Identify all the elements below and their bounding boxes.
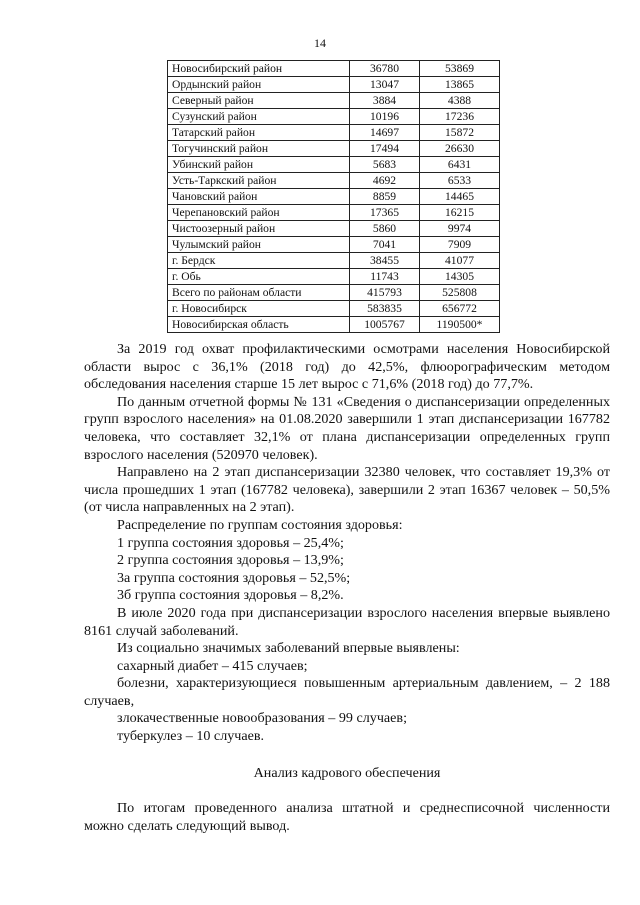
table-cell-district: Ордынский район [168,77,350,93]
list-item-group-1: 1 группа состояния здоровья – 25,4%; [117,534,344,551]
table-cell-value-2: 15872 [420,125,500,141]
table-cell-district: Новосибирская область [168,317,350,333]
table-cell-district: г. Обь [168,269,350,285]
table-cell-value-2: 6431 [420,157,500,173]
paragraph-conclusion: По итогам проведенного анализа штатной и среднесписочной численности можно сделать следующий вывод. [84,800,610,834]
table-row [168,301,500,317]
table-row [168,189,500,205]
table-cell-district: Тогучинский район [168,141,350,157]
table-cell-district: Татарский район [168,125,350,141]
table-cell-value-2: 13865 [420,77,500,93]
table-cell-value-2: 16215 [420,205,500,221]
body-text-bottom [84,800,610,835]
table-cell-district: Чистоозерный район [168,221,350,237]
table-cell-value-1: 11743 [350,269,420,285]
list-item-group-3b: 3б группа состояния здоровья – 8,2%. [117,587,344,604]
list-item-tuberculosis: туберкулез – 10 случаев. [117,728,265,745]
table-cell-value-1: 415793 [350,285,420,301]
table-row [168,61,500,77]
list-item-diabetes: сахарный диабет – 415 случаев; [117,657,308,674]
table-body [168,61,500,333]
table-cell-value-2: 4388 [420,93,500,109]
table-cell-district: Черепановский район [168,205,350,221]
table-cell-value-1: 583835 [350,301,420,317]
table-cell-district: г. Бердск [168,253,350,269]
list-item-group-3a: 3а группа состояния здоровья – 52,5%; [117,569,351,586]
table-row [168,205,500,221]
table-cell-district: Всего по районам области [168,285,350,301]
paragraph-coverage: За 2019 год охват профилактическими осмотрами населения Новосибирской области вырос с 36,1% (2018 год) до 42,5%, флюорографическим методом обследования населения старше 15 лет вырос с 71,6% (2018 год) до 77,7%. [84,341,610,393]
table-cell-value-2: 7909 [420,237,500,253]
list-item-group-2: 2 группа состояния здоровья – 13,9%; [117,552,344,569]
section-heading: Анализ кадрового обеспечения [253,765,441,781]
table-row [168,125,500,141]
table-row [168,141,500,157]
table-cell-value-1: 10196 [350,109,420,125]
table-row [168,253,500,269]
table-cell-value-2: 14465 [420,189,500,205]
table-row [168,157,500,173]
table-row [168,173,500,189]
table-cell-value-2: 17236 [420,109,500,125]
table-cell-district: Северный район [168,93,350,109]
table-cell-district: Чановский район [168,189,350,205]
paragraph-july-2020: В июле 2020 года при диспансеризации взрослого населения впервые выявлено 8161 случай заболеваний. [84,604,610,639]
table-cell-district: Чулымский район [168,237,350,253]
table-cell-value-1: 8859 [350,189,420,205]
table-cell-value-1: 3884 [350,93,420,109]
table-row [168,285,500,301]
table-cell-district: Сузунский район [168,109,350,125]
table-row [168,269,500,285]
table-row [168,93,500,109]
table-cell-value-2: 9974 [420,221,500,237]
table-cell-district: Новосибирский район [168,61,350,77]
table-cell-value-1: 17494 [350,141,420,157]
table-cell-value-1: 4692 [350,173,420,189]
list-item-hypertension: болезни, характеризующиеся повышенным артериальным давлением, – 2 188 случаев, [84,675,610,709]
table-cell-value-2: 14305 [420,269,500,285]
table-cell-district: г. Новосибирск [168,301,350,317]
paragraph-socially-significant: Из социально значимых заболеваний впервые выявлены: [117,640,460,657]
table-cell-value-1: 17365 [350,205,420,221]
paragraph-distribution: Распределение по группам состояния здоровья: [117,516,403,533]
table-row [168,221,500,237]
table-cell-district: Убинский район [168,157,350,173]
list-item-neoplasms: злокачественные новообразования – 99 случаев; [117,710,407,727]
section-heading-wrap [84,765,610,783]
table-cell-value-1: 36780 [350,61,420,77]
table-cell-value-2: 41077 [420,253,500,269]
table-row [168,77,500,93]
table-cell-value-1: 14697 [350,125,420,141]
body-text-top [84,341,610,746]
table-row [168,237,500,253]
table-cell-value-1: 5683 [350,157,420,173]
table-row [168,317,500,333]
table-cell-district: Усть-Таркский район [168,173,350,189]
table-cell-value-1: 7041 [350,237,420,253]
table-cell-value-2: 656772 [420,301,500,317]
table-cell-value-1: 38455 [350,253,420,269]
paragraph-stage-2: Направлено на 2 этап диспансеризации 32380 человек, что составляет 19,3% от числа прошедших 1 этап (167782 человека), завершили 2 этап 16367 человек – 50,5% (от числа направленных на 2 этап). [84,464,610,516]
table-cell-value-1: 1005767 [350,317,420,333]
table-cell-value-2: 1190500* [420,317,500,333]
table-cell-value-2: 53869 [420,61,500,77]
table-cell-value-2: 26630 [420,141,500,157]
table-row [168,109,500,125]
table-cell-value-2: 525808 [420,285,500,301]
page-number: 14 [314,36,326,50]
table-cell-value-2: 6533 [420,173,500,189]
table-cell-value-1: 13047 [350,77,420,93]
table-cell-value-1: 5860 [350,221,420,237]
paragraph-form-131: По данным отчетной формы № 131 «Сведения о диспансеризации определенных групп взрослого населения» на 01.08.2020 завершили 1 этап диспансеризации 167782 человека, что составляет 32,1% от плана диспансеризации определенных групп взрослого населения (520970 человек). [84,393,610,463]
district-data-table [167,60,500,333]
